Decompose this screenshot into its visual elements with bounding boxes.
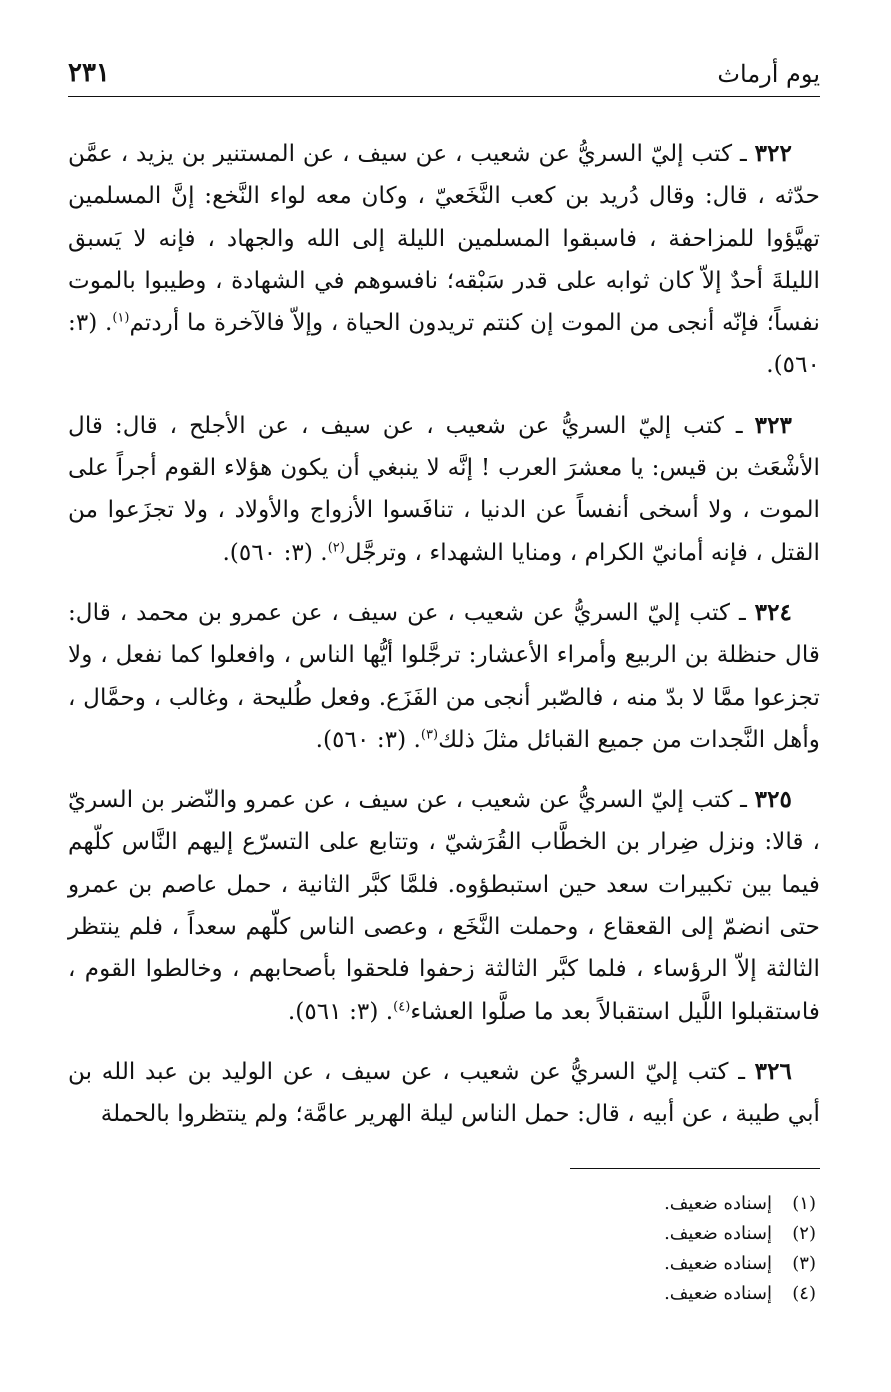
footnote-marker: (١) [112, 310, 130, 326]
paragraph-325 [68, 779, 820, 1033]
running-title: يوم أرماث [717, 60, 820, 88]
footnote-text: إسناده ضعيف. [664, 1192, 772, 1214]
footnote-marker: (٢) [327, 539, 345, 555]
report-number: ٣٢٤ [754, 598, 792, 626]
volume-page-reference: (٣: ٥٦٠). [68, 309, 820, 379]
footnote-text: إسناده ضعيف. [664, 1222, 772, 1244]
paragraph-324 [68, 592, 820, 761]
footnote-item [68, 1189, 820, 1219]
report-text: ـ كتب إليّ السريُّ عن شعيب ، عن سيف ، عن الوليد بن عبد الله بن أبي طيبة ، عن أبيه ، قال: حمل الناس ليلة الهرير عامَّة؛ ولم ينتظروا بالحملة [68, 1057, 820, 1128]
footnotes [68, 1189, 820, 1309]
running-head [68, 52, 820, 97]
report-text: ـ كتب إليّ السريُّ عن شعيب ، عن سيف ، عن عمرو بن محمد ، قال: قال حنظلة بن الربيع وأمراء الأعشار: ترجَّلوا أيُّها الناس ، وافعلوا كما نفعل ، ولا تجزعوا ممَّا لا بدّ منه ، فالصّبر أنجى من الفَزَع. وفعل طُليحة ، وغالب ، وحمَّال ، وأهل النَّجدات من جميع القبائل مثلَ ذلك [68, 598, 820, 753]
footnote-number: (١) [792, 1192, 816, 1214]
report-text-end: . [406, 725, 421, 753]
footnote-item [68, 1219, 820, 1249]
volume-page-reference: (٣: ٥٦١). [287, 997, 379, 1025]
report-text: ـ كتب إليّ السريُّ عن شعيب ، عن سيف ، عن المستنير بن يزيد ، عمَّن حدّثه ، قال: وقال دُريد بن كعب النَّخَعيّ ، وكان معه لواء النَّخع: إنَّ المسلمين تهيَّؤوا للمزاحفة ، فاسبقوا المسلمين الليلة إلى الله والجهاد ، فإنه لا يَسبق الليلةَ أحدٌ إلاّ كان ثوابه على قدر سَبْقه؛ نافسوهم في الشهادة ، وطيبوا بالموت نفساً؛ فإنّه أنجى من الموت إن كنتم تريدون الحياة ، وإلاّ فالآخرة ما أردتم [68, 140, 820, 337]
report-number: ٣٢٦ [754, 1057, 792, 1085]
page-number: ٢٣١ [68, 58, 110, 88]
report-number: ٣٢٥ [754, 786, 792, 814]
footnote-number: (٤) [792, 1282, 816, 1304]
footnote-separator [570, 1168, 820, 1169]
footnote-number: (٣) [792, 1252, 816, 1274]
footnote-text: إسناده ضعيف. [664, 1282, 772, 1304]
book-page [68, 52, 820, 1352]
paragraph-322 [68, 133, 820, 387]
footnote-item [68, 1249, 820, 1279]
footnote-item [68, 1279, 820, 1309]
report-text-end: . [97, 309, 113, 337]
report-text: ـ كتب إليّ السريُّ عن شعيب ، عن سيف ، عن الأجلح ، قال: قال الأشْعَث بن قيس: يا معشرَ العرب ! إنَّه لا ينبغي أن يكون هؤلاء القوم أجراً على الموت ، ولا أسخى أنفساً عن الدنيا ، تنافَسوا الأزواج والأولاد ، ولا تجزَعوا من القتل ، فإنه أمانيّ الكرام ، ومنايا الشهداء ، وترجَّل [68, 411, 820, 566]
footnote-text: إسناده ضعيف. [664, 1252, 772, 1274]
paragraph-326 [68, 1051, 820, 1136]
body-text [68, 133, 820, 1136]
report-number: ٣٢٣ [754, 411, 792, 439]
footnote-marker: (٤) [393, 998, 411, 1014]
footnote-number: (٢) [792, 1222, 816, 1244]
volume-page-reference: (٣: ٥٦٠). [315, 725, 407, 753]
footnote-marker: (٣) [420, 727, 439, 743]
paragraph-323 [68, 405, 820, 574]
report-text-end: . [312, 538, 328, 566]
report-number: ٣٢٢ [754, 140, 792, 167]
report-text-end: . [378, 997, 394, 1025]
volume-page-reference: (٣: ٥٦٠). [222, 538, 313, 566]
report-text: ـ كتب إليّ السريُّ عن شعيب ، عن سيف ، عن عمرو والنّضر بن السريّ ، قالا: ونزل ضِرار بن الخطَّاب القُرَشيّ ، وتتابع على التسرّع إليهم النَّاس كلّهم فيما بين تكبيرات سعد حين استبطؤوه. فلمَّا كبَّر الثانية ، حمل عاصم بن عمرو حتى انضمّ إلى القعقاع ، وحملت النَّخَع ، وعصى الناس كلّهم سعداً ، فلم ينتظر الثالثة إلاّ الرؤساء ، فلما كبَّر الثالثة زحفوا فلحقوا بأصحابهم ، وخالطوا القوم ، فاستقبلوا اللَّيل استقبالاً بعد ما صلَّوا العشاء [68, 786, 820, 1025]
